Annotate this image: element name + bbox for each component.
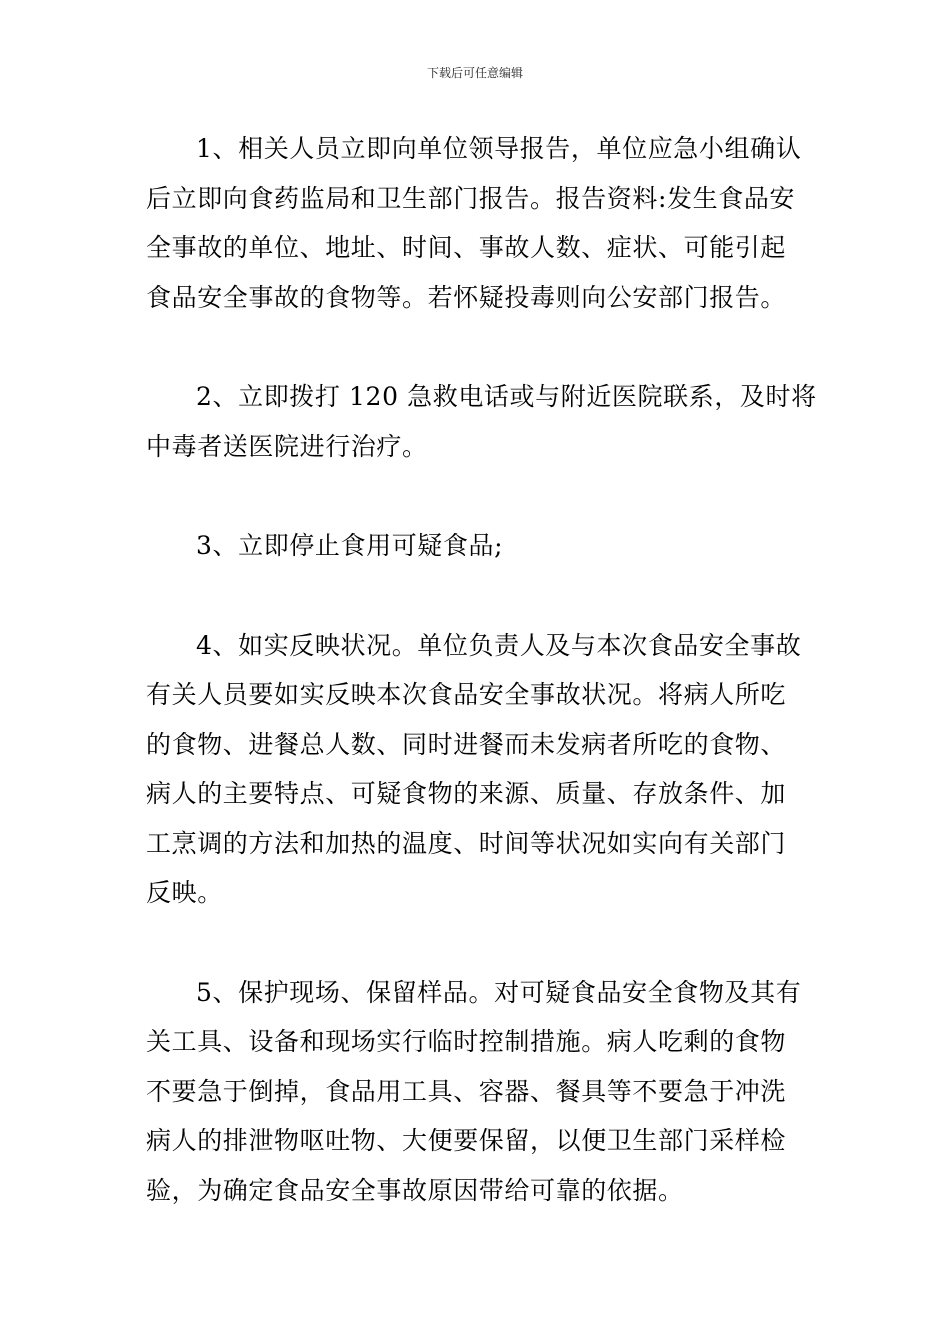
paragraph-line: 不要急于倒掉，食品用工具、容器、餐具等不要急于冲洗	[146, 1076, 787, 1106]
paragraph-line: 全事故的单位、地址、时间、事故人数、症状、可能引起	[146, 233, 787, 262]
paragraph-line: 工烹调的方法和加热的温度、时间等状况如实向有关部门	[146, 828, 787, 858]
paragraph-line: 后立即向食药监局和卫生部门报告。报告资料:发生食品安	[146, 183, 796, 213]
paragraph-line: 2、立即拨打 120 急救电话或与附近医院联系，及时将	[196, 382, 817, 411]
paragraph-line: 中毒者送医院进行治疗。	[146, 431, 428, 461]
paragraph-line: 病人的主要特点、可疑食物的来源、质量、存放条件、加	[146, 779, 787, 808]
paragraph-3	[146, 521, 806, 571]
paragraph-line: 验，为确定食品安全事故原因带给可靠的依据。	[146, 1175, 684, 1205]
paragraph-line: 4、如实反映状况。单位负责人及与本次食品安全事故	[196, 630, 802, 660]
page-header: 下载后可任意编辑	[426, 66, 523, 80]
paragraph-line: 反映。	[146, 878, 223, 907]
paragraph-4	[146, 621, 806, 918]
document-body	[146, 124, 817, 1265]
paragraph-2	[146, 372, 817, 471]
paragraph-line: 5、保护现场、保留样品。对可疑食品安全食物及其有	[196, 977, 802, 1007]
paragraph-line: 的食物、进餐总人数、同时进餐而未发病者所吃的食物、	[146, 729, 787, 759]
paragraph-line: 有关人员要如实反映本次食品安全事故状况。将病人所吃	[146, 680, 787, 709]
paragraph-5	[146, 968, 806, 1216]
paragraph-line: 病人的排泄物呕吐物、大便要保留，以便卫生部门采样检	[146, 1126, 787, 1155]
paragraph-line: 关工具、设备和现场实行临时控制措施。病人吃剩的食物	[146, 1027, 787, 1056]
paragraph-line: 1、相关人员立即向单位领导报告，单位应急小组确认	[196, 134, 802, 163]
paragraph-line: 3、立即停止食用可疑食品;	[196, 531, 504, 560]
paragraph-1	[146, 124, 806, 322]
paragraph-line: 食品安全事故的食物等。若怀疑投毒则向公安部门报告。	[146, 282, 787, 312]
